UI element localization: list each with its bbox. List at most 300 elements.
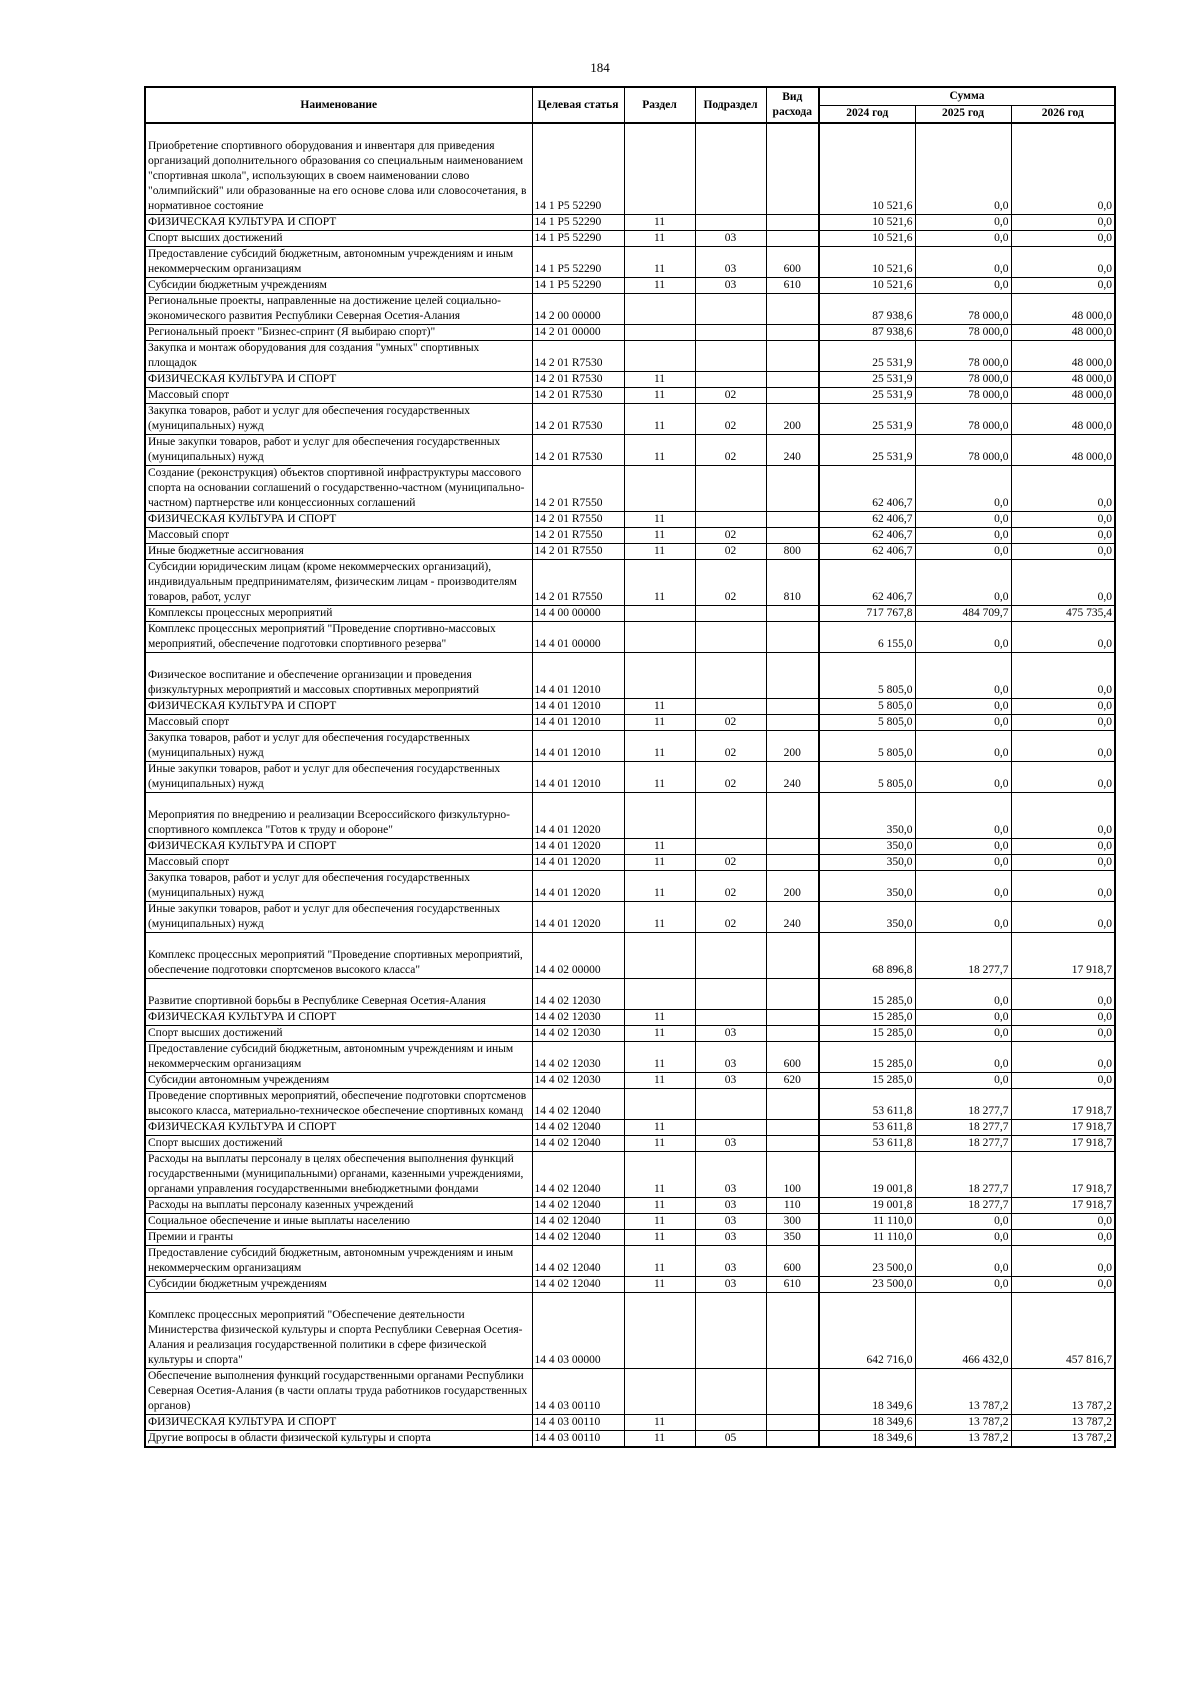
cell-sum-2025: 0,0: [915, 1010, 1011, 1026]
cell-expense-type: [766, 606, 819, 622]
cell-section: 11: [624, 544, 695, 560]
cell-section: 11: [624, 1120, 695, 1136]
cell-target-article: 14 4 02 00000: [532, 933, 624, 979]
cell-subsection: 03: [695, 1136, 766, 1152]
cell-section: [624, 294, 695, 325]
table-row: [145, 1369, 1115, 1415]
table-row: [145, 325, 1115, 341]
cell-subsection: 03: [695, 1230, 766, 1246]
cell-sum-2026: 0,0: [1011, 731, 1115, 762]
cell-sum-2025: 0,0: [915, 544, 1011, 560]
table-row: [145, 715, 1115, 731]
cell-sum-2026: 0,0: [1011, 622, 1115, 653]
cell-subsection: 02: [695, 871, 766, 902]
cell-sum-2024: 15 285,0: [819, 1010, 915, 1026]
cell-sum-2024: 62 406,7: [819, 560, 915, 606]
cell-sum-2024: 19 001,8: [819, 1198, 915, 1214]
cell-section: 11: [624, 1198, 695, 1214]
cell-subsection: [695, 372, 766, 388]
cell-subsection: 02: [695, 762, 766, 793]
cell-sum-2025: 484 709,7: [915, 606, 1011, 622]
cell-target-article: 14 2 01 R7550: [532, 528, 624, 544]
page-number: 184: [590, 60, 610, 75]
cell-subsection: [695, 512, 766, 528]
cell-target-article: 14 4 01 12010: [532, 699, 624, 715]
cell-section: 11: [624, 731, 695, 762]
cell-target-article: 14 4 01 12020: [532, 871, 624, 902]
cell-sum-2026: 17 918,7: [1011, 933, 1115, 979]
table-row: [145, 278, 1115, 294]
cell-sum-2025: 78 000,0: [915, 388, 1011, 404]
cell-sum-2024: 15 285,0: [819, 1042, 915, 1073]
cell-section: 11: [624, 1277, 695, 1293]
cell-subsection: 03: [695, 1026, 766, 1042]
table-row: [145, 871, 1115, 902]
cell-target-article: 14 4 03 00110: [532, 1369, 624, 1415]
cell-section: 11: [624, 1042, 695, 1073]
cell-target-article: 14 1 P5 52290: [532, 278, 624, 294]
cell-sum-2026: 0,0: [1011, 560, 1115, 606]
cell-sum-2025: 0,0: [915, 1246, 1011, 1277]
cell-expense-type: 200: [766, 871, 819, 902]
cell-sum-2026: 0,0: [1011, 544, 1115, 560]
cell-section: 11: [624, 215, 695, 231]
cell-sum-2024: 5 805,0: [819, 731, 915, 762]
cell-target-article: 14 2 01 R7550: [532, 466, 624, 512]
cell-sum-2024: 5 805,0: [819, 699, 915, 715]
cell-subsection: 02: [695, 560, 766, 606]
cell-expense-type: 110: [766, 1198, 819, 1214]
cell-subsection: 03: [695, 1042, 766, 1073]
cell-subsection: 05: [695, 1431, 766, 1448]
cell-sum-2025: 0,0: [915, 1230, 1011, 1246]
cell-target-article: 14 4 01 12010: [532, 731, 624, 762]
cell-name: ФИЗИЧЕСКАЯ КУЛЬТУРА И СПОРТ: [145, 372, 532, 388]
cell-expense-type: [766, 1415, 819, 1431]
cell-target-article: 14 4 02 12040: [532, 1120, 624, 1136]
cell-sum-2026: 0,0: [1011, 1277, 1115, 1293]
cell-sum-2025: 18 277,7: [915, 1120, 1011, 1136]
cell-sum-2026: 0,0: [1011, 1042, 1115, 1073]
cell-subsection: [695, 341, 766, 372]
cell-sum-2024: 10 521,6: [819, 123, 915, 215]
cell-name: Закупка товаров, работ и услуг для обеспечения государственных (муниципальных) нужд: [145, 404, 532, 435]
cell-target-article: 14 2 01 R7550: [532, 544, 624, 560]
cell-subsection: [695, 215, 766, 231]
header-year-2025: 2025 год: [915, 105, 1011, 123]
cell-expense-type: [766, 341, 819, 372]
cell-target-article: 14 2 00 00000: [532, 294, 624, 325]
cell-sum-2026: 0,0: [1011, 793, 1115, 839]
cell-name: Расходы на выплаты персоналу казенных учреждений: [145, 1198, 532, 1214]
cell-sum-2024: 10 521,6: [819, 247, 915, 278]
cell-target-article: 14 4 01 12020: [532, 793, 624, 839]
cell-section: 11: [624, 372, 695, 388]
cell-sum-2024: 350,0: [819, 793, 915, 839]
table-row: [145, 1293, 1115, 1369]
cell-sum-2024: 642 716,0: [819, 1293, 915, 1369]
cell-name: Массовый спорт: [145, 528, 532, 544]
cell-sum-2026: 0,0: [1011, 231, 1115, 247]
cell-sum-2024: 25 531,9: [819, 435, 915, 466]
cell-sum-2026: 0,0: [1011, 653, 1115, 699]
cell-target-article: 14 4 02 12040: [532, 1136, 624, 1152]
table-row: [145, 1431, 1115, 1448]
cell-section: 11: [624, 699, 695, 715]
cell-sum-2026: 17 918,7: [1011, 1089, 1115, 1120]
cell-name: Субсидии юридическим лицам (кроме некоммерческих организаций), индивидуальным предпринимателям, физическим лицам - производителям товаров, работ, услуг: [145, 560, 532, 606]
cell-name: Другие вопросы в области физической культуры и спорта: [145, 1431, 532, 1448]
cell-sum-2024: 10 521,6: [819, 278, 915, 294]
cell-sum-2026: 13 787,2: [1011, 1415, 1115, 1431]
table-row: [145, 294, 1115, 325]
cell-subsection: 03: [695, 1246, 766, 1277]
cell-sum-2025: 0,0: [915, 1073, 1011, 1089]
cell-section: 11: [624, 871, 695, 902]
cell-expense-type: [766, 528, 819, 544]
cell-subsection: [695, 1010, 766, 1026]
cell-target-article: 14 1 P5 52290: [532, 247, 624, 278]
cell-sum-2024: 53 611,8: [819, 1089, 915, 1120]
cell-subsection: [695, 606, 766, 622]
cell-section: 11: [624, 560, 695, 606]
cell-target-article: 14 4 02 12040: [532, 1089, 624, 1120]
cell-sum-2025: 18 277,7: [915, 1136, 1011, 1152]
cell-expense-type: [766, 1369, 819, 1415]
cell-target-article: 14 4 02 12030: [532, 1010, 624, 1026]
cell-subsection: [695, 979, 766, 1010]
cell-subsection: 02: [695, 715, 766, 731]
cell-sum-2026: 0,0: [1011, 699, 1115, 715]
cell-name: Закупка товаров, работ и услуг для обеспечения государственных (муниципальных) нужд: [145, 731, 532, 762]
cell-sum-2024: 5 805,0: [819, 715, 915, 731]
table-row: [145, 1010, 1115, 1026]
cell-sum-2025: 0,0: [915, 839, 1011, 855]
table-row: [145, 731, 1115, 762]
cell-sum-2025: 0,0: [915, 731, 1011, 762]
cell-sum-2024: 5 805,0: [819, 653, 915, 699]
cell-target-article: 14 4 02 12040: [532, 1277, 624, 1293]
cell-section: 11: [624, 855, 695, 871]
table-row: [145, 622, 1115, 653]
cell-sum-2024: 717 767,8: [819, 606, 915, 622]
cell-section: 11: [624, 715, 695, 731]
cell-subsection: [695, 325, 766, 341]
cell-section: 11: [624, 1010, 695, 1026]
cell-sum-2025: 0,0: [915, 1042, 1011, 1073]
cell-target-article: 14 4 01 12010: [532, 715, 624, 731]
cell-name: Массовый спорт: [145, 855, 532, 871]
cell-subsection: 03: [695, 1198, 766, 1214]
table-row: [145, 435, 1115, 466]
cell-sum-2024: 53 611,8: [819, 1120, 915, 1136]
cell-sum-2024: 6 155,0: [819, 622, 915, 653]
cell-name: Спорт высших достижений: [145, 1026, 532, 1042]
cell-target-article: 14 4 00 00000: [532, 606, 624, 622]
cell-sum-2026: 17 918,7: [1011, 1120, 1115, 1136]
cell-expense-type: [766, 622, 819, 653]
cell-subsection: [695, 1120, 766, 1136]
cell-sum-2026: 0,0: [1011, 528, 1115, 544]
cell-target-article: 14 2 01 R7530: [532, 372, 624, 388]
cell-sum-2024: 10 521,6: [819, 231, 915, 247]
cell-subsection: 02: [695, 855, 766, 871]
cell-sum-2025: 13 787,2: [915, 1369, 1011, 1415]
cell-expense-type: [766, 294, 819, 325]
cell-sum-2024: 350,0: [819, 871, 915, 902]
table-row: [145, 855, 1115, 871]
cell-sum-2025: 0,0: [915, 528, 1011, 544]
cell-target-article: 14 1 P5 52290: [532, 215, 624, 231]
cell-sum-2026: 0,0: [1011, 855, 1115, 871]
cell-sum-2026: 48 000,0: [1011, 372, 1115, 388]
table-row: [145, 606, 1115, 622]
cell-sum-2025: 0,0: [915, 512, 1011, 528]
cell-expense-type: [766, 839, 819, 855]
cell-sum-2025: 18 277,7: [915, 1089, 1011, 1120]
cell-subsection: [695, 699, 766, 715]
cell-name: Комплекс процессных мероприятий "Проведение спортивно-массовых мероприятий, обеспечение подготовки спортивного резерва": [145, 622, 532, 653]
cell-subsection: 03: [695, 1214, 766, 1230]
cell-expense-type: [766, 653, 819, 699]
cell-name: Развитие спортивной борьбы в Республике Северная Осетия-Алания: [145, 979, 532, 1010]
cell-sum-2024: 23 500,0: [819, 1277, 915, 1293]
header-target-article: Целевая статья: [532, 87, 624, 123]
cell-section: 11: [624, 528, 695, 544]
cell-sum-2025: 78 000,0: [915, 341, 1011, 372]
cell-sum-2026: 48 000,0: [1011, 435, 1115, 466]
table-row: [145, 1120, 1115, 1136]
table-row: [145, 979, 1115, 1010]
cell-sum-2026: 0,0: [1011, 123, 1115, 215]
cell-section: 11: [624, 1214, 695, 1230]
cell-sum-2025: 0,0: [915, 1277, 1011, 1293]
cell-sum-2026: 0,0: [1011, 979, 1115, 1010]
cell-sum-2024: 25 531,9: [819, 404, 915, 435]
cell-sum-2025: 18 277,7: [915, 1198, 1011, 1214]
cell-expense-type: [766, 1026, 819, 1042]
cell-sum-2025: 0,0: [915, 560, 1011, 606]
cell-name: Закупка и монтаж оборудования для создания "умных" спортивных площадок: [145, 341, 532, 372]
cell-sum-2026: 13 787,2: [1011, 1369, 1115, 1415]
header-expense-type: Вид расхода: [766, 87, 819, 123]
cell-name: Субсидии бюджетным учреждениям: [145, 278, 532, 294]
table-row: [145, 1277, 1115, 1293]
table-row: [145, 839, 1115, 855]
cell-subsection: 02: [695, 528, 766, 544]
cell-subsection: 02: [695, 404, 766, 435]
cell-sum-2026: 0,0: [1011, 902, 1115, 933]
cell-sum-2024: 23 500,0: [819, 1246, 915, 1277]
cell-sum-2025: 0,0: [915, 1214, 1011, 1230]
cell-subsection: 03: [695, 1073, 766, 1089]
cell-sum-2025: 0,0: [915, 902, 1011, 933]
cell-name: Иные закупки товаров, работ и услуг для обеспечения государственных (муниципальных) нужд: [145, 762, 532, 793]
cell-sum-2026: 13 787,2: [1011, 1431, 1115, 1448]
cell-section: 11: [624, 1073, 695, 1089]
cell-name: Премии и гранты: [145, 1230, 532, 1246]
cell-expense-type: 200: [766, 731, 819, 762]
cell-sum-2026: 0,0: [1011, 871, 1115, 902]
cell-target-article: 14 2 01 00000: [532, 325, 624, 341]
cell-section: 11: [624, 762, 695, 793]
cell-subsection: 02: [695, 544, 766, 560]
cell-sum-2026: 0,0: [1011, 715, 1115, 731]
cell-subsection: 02: [695, 435, 766, 466]
cell-section: 11: [624, 1136, 695, 1152]
cell-section: [624, 1293, 695, 1369]
table-row: [145, 1152, 1115, 1198]
cell-sum-2024: 19 001,8: [819, 1152, 915, 1198]
cell-sum-2026: 0,0: [1011, 247, 1115, 278]
header-year-2026: 2026 год: [1011, 105, 1115, 123]
table-row: [145, 560, 1115, 606]
cell-name: Предоставление субсидий бюджетным, автономным учреждениям и иным некоммерческим организациям: [145, 1042, 532, 1073]
cell-target-article: 14 2 01 R7550: [532, 512, 624, 528]
cell-sum-2025: 466 432,0: [915, 1293, 1011, 1369]
cell-expense-type: 810: [766, 560, 819, 606]
table-row: [145, 372, 1115, 388]
cell-section: 11: [624, 1152, 695, 1198]
header-year-2024: 2024 год: [819, 105, 915, 123]
cell-sum-2024: 87 938,6: [819, 294, 915, 325]
cell-subsection: 03: [695, 278, 766, 294]
cell-target-article: 14 4 01 00000: [532, 622, 624, 653]
cell-sum-2026: 48 000,0: [1011, 388, 1115, 404]
cell-sum-2024: 62 406,7: [819, 528, 915, 544]
cell-section: [624, 341, 695, 372]
cell-sum-2024: 18 349,6: [819, 1369, 915, 1415]
cell-name: Физическое воспитание и обеспечение организации и проведения физкультурных мероприятий и массовых спортивных мероприятий: [145, 653, 532, 699]
cell-expense-type: [766, 512, 819, 528]
cell-sum-2024: 18 349,6: [819, 1415, 915, 1431]
cell-sum-2026: 0,0: [1011, 1026, 1115, 1042]
cell-section: 11: [624, 1431, 695, 1448]
cell-expense-type: 200: [766, 404, 819, 435]
cell-sum-2025: 13 787,2: [915, 1415, 1011, 1431]
cell-subsection: 02: [695, 902, 766, 933]
cell-expense-type: [766, 979, 819, 1010]
cell-name: ФИЗИЧЕСКАЯ КУЛЬТУРА И СПОРТ: [145, 512, 532, 528]
cell-sum-2026: 0,0: [1011, 1246, 1115, 1277]
cell-subsection: [695, 123, 766, 215]
cell-expense-type: 100: [766, 1152, 819, 1198]
cell-sum-2026: 17 918,7: [1011, 1198, 1115, 1214]
cell-subsection: [695, 1089, 766, 1120]
cell-sum-2025: 0,0: [915, 1026, 1011, 1042]
cell-target-article: 14 4 01 12010: [532, 762, 624, 793]
cell-section: 11: [624, 512, 695, 528]
cell-expense-type: [766, 933, 819, 979]
cell-expense-type: [766, 466, 819, 512]
cell-sum-2024: 25 531,9: [819, 372, 915, 388]
cell-sum-2025: 0,0: [915, 247, 1011, 278]
cell-sum-2024: 62 406,7: [819, 544, 915, 560]
cell-sum-2024: 11 110,0: [819, 1214, 915, 1230]
cell-subsection: [695, 466, 766, 512]
table-row: [145, 1214, 1115, 1230]
cell-target-article: 14 2 01 R7530: [532, 435, 624, 466]
cell-name: Спорт высших достижений: [145, 231, 532, 247]
table-row: [145, 1246, 1115, 1277]
cell-sum-2024: 350,0: [819, 855, 915, 871]
cell-target-article: 14 4 03 00110: [532, 1431, 624, 1448]
table-row: [145, 653, 1115, 699]
cell-target-article: 14 4 02 12040: [532, 1230, 624, 1246]
table-body: [145, 123, 1115, 1447]
cell-sum-2026: 0,0: [1011, 1010, 1115, 1026]
cell-sum-2025: 78 000,0: [915, 325, 1011, 341]
cell-section: 11: [624, 247, 695, 278]
cell-name: Предоставление субсидий бюджетным, автономным учреждениям и иным некоммерческим организациям: [145, 247, 532, 278]
cell-target-article: 14 1 P5 52290: [532, 231, 624, 247]
table-row: [145, 388, 1115, 404]
cell-sum-2025: 0,0: [915, 855, 1011, 871]
cell-sum-2026: 17 918,7: [1011, 1152, 1115, 1198]
cell-expense-type: [766, 1120, 819, 1136]
table-row: [145, 762, 1115, 793]
table-row: [145, 1042, 1115, 1073]
cell-name: ФИЗИЧЕСКАЯ КУЛЬТУРА И СПОРТ: [145, 215, 532, 231]
cell-sum-2026: 0,0: [1011, 1073, 1115, 1089]
cell-sum-2025: 0,0: [915, 622, 1011, 653]
table-row: [145, 466, 1115, 512]
cell-target-article: 14 4 02 12040: [532, 1198, 624, 1214]
table-row: [145, 528, 1115, 544]
cell-expense-type: 240: [766, 435, 819, 466]
cell-sum-2025: 18 277,7: [915, 1152, 1011, 1198]
table-row: [145, 341, 1115, 372]
cell-sum-2026: 0,0: [1011, 1214, 1115, 1230]
cell-name: Региональный проект "Бизнес-спринт (Я выбираю спорт)": [145, 325, 532, 341]
cell-expense-type: [766, 1010, 819, 1026]
cell-sum-2024: 11 110,0: [819, 1230, 915, 1246]
cell-target-article: 14 4 02 12030: [532, 1042, 624, 1073]
cell-name: Спорт высших достижений: [145, 1136, 532, 1152]
cell-sum-2025: 0,0: [915, 123, 1011, 215]
table-row: [145, 793, 1115, 839]
cell-section: 11: [624, 278, 695, 294]
cell-name: Комплексы процессных мероприятий: [145, 606, 532, 622]
cell-sum-2024: 350,0: [819, 902, 915, 933]
table-row: [145, 1415, 1115, 1431]
cell-section: [624, 1089, 695, 1120]
cell-sum-2025: 0,0: [915, 215, 1011, 231]
table-header: [145, 87, 1115, 123]
table-row: [145, 1089, 1115, 1120]
cell-section: [624, 1369, 695, 1415]
cell-sum-2026: 0,0: [1011, 215, 1115, 231]
cell-sum-2024: 15 285,0: [819, 1073, 915, 1089]
cell-name: Приобретение спортивного оборудования и инвентаря для приведения организаций дополнительного образования со специальным наименованием "спортивная школа", использующих в своем наименовании слово "олимпийский" или образованные на его основе слова или словосочетания, в нормативное состояние: [145, 123, 532, 215]
cell-expense-type: [766, 1431, 819, 1448]
cell-subsection: 02: [695, 731, 766, 762]
cell-target-article: 14 4 03 00110: [532, 1415, 624, 1431]
cell-sum-2024: 15 285,0: [819, 1026, 915, 1042]
cell-target-article: 14 4 02 12030: [532, 979, 624, 1010]
table-row: [145, 902, 1115, 933]
cell-sum-2026: 475 735,4: [1011, 606, 1115, 622]
cell-expense-type: [766, 231, 819, 247]
cell-target-article: 14 4 01 12020: [532, 902, 624, 933]
cell-section: [624, 933, 695, 979]
cell-subsection: 03: [695, 1277, 766, 1293]
cell-sum-2024: 87 938,6: [819, 325, 915, 341]
cell-section: 11: [624, 388, 695, 404]
cell-expense-type: [766, 1293, 819, 1369]
cell-name: ФИЗИЧЕСКАЯ КУЛЬТУРА И СПОРТ: [145, 699, 532, 715]
cell-subsection: [695, 839, 766, 855]
